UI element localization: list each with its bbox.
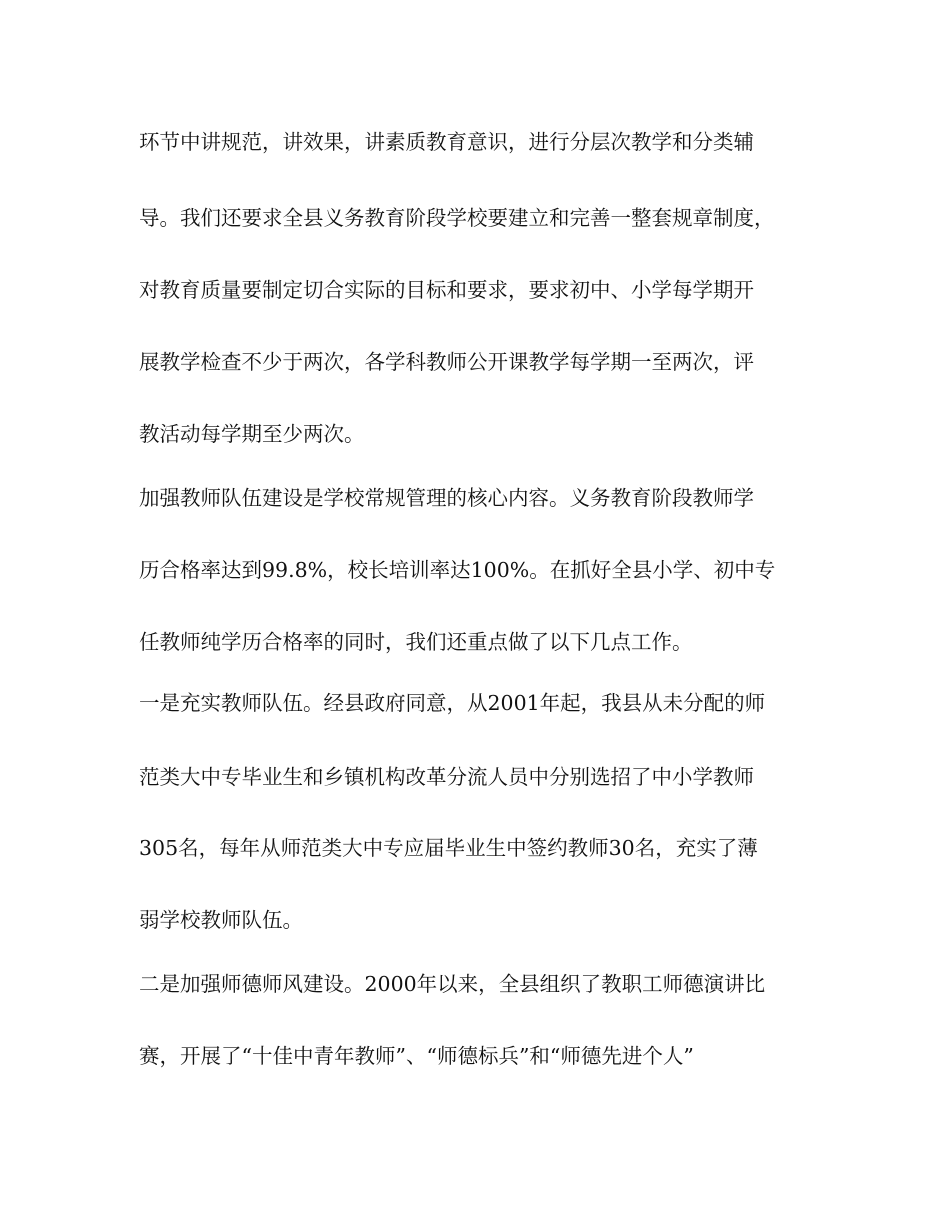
text-line: 教活动每学期至少两次。 (139, 422, 365, 446)
text-line: 305名，每年从师范类大中专应届毕业生中签约教师30名，充实了薄 (139, 836, 758, 860)
text-line: 弱学校教师队伍。 (139, 908, 303, 932)
text-line: 一是充实教师队伍。经县政府同意，从2001年起，我县从未分配的师 (139, 691, 766, 715)
text-line: 导。我们还要求全县义务教育阶段学校要建立和完善一整套规章制度， (139, 206, 775, 230)
text-line: 展教学检查不少于两次，各学科教师公开课教学每学期一至两次，评 (139, 350, 754, 374)
text-line: 赛，开展了“十佳中青年教师”、“师德标兵”和“师德先进个人” (139, 1044, 694, 1068)
text-line: 历合格率达到99.8%，校长培训率达100%。在抓好全县小学、初中专 (139, 558, 776, 582)
text-line: 环节中讲规范，讲效果，讲素质教育意识，进行分层次教学和分类辅 (139, 130, 754, 154)
text-line: 加强教师队伍建设是学校常规管理的核心内容。义务教育阶段教师学 (139, 486, 754, 510)
text-line: 二是加强师德师风建设。2000年以来，全县组织了教职工师德演讲比 (139, 972, 766, 996)
text-line: 任教师纯学历合格率的同时，我们还重点做了以下几点工作。 (139, 630, 693, 654)
text-line: 对教育质量要制定切合实际的目标和要求，要求初中、小学每学期开 (139, 278, 754, 302)
text-line: 范类大中专毕业生和乡镇机构改革分流人员中分别选招了中小学教师 (139, 765, 754, 789)
